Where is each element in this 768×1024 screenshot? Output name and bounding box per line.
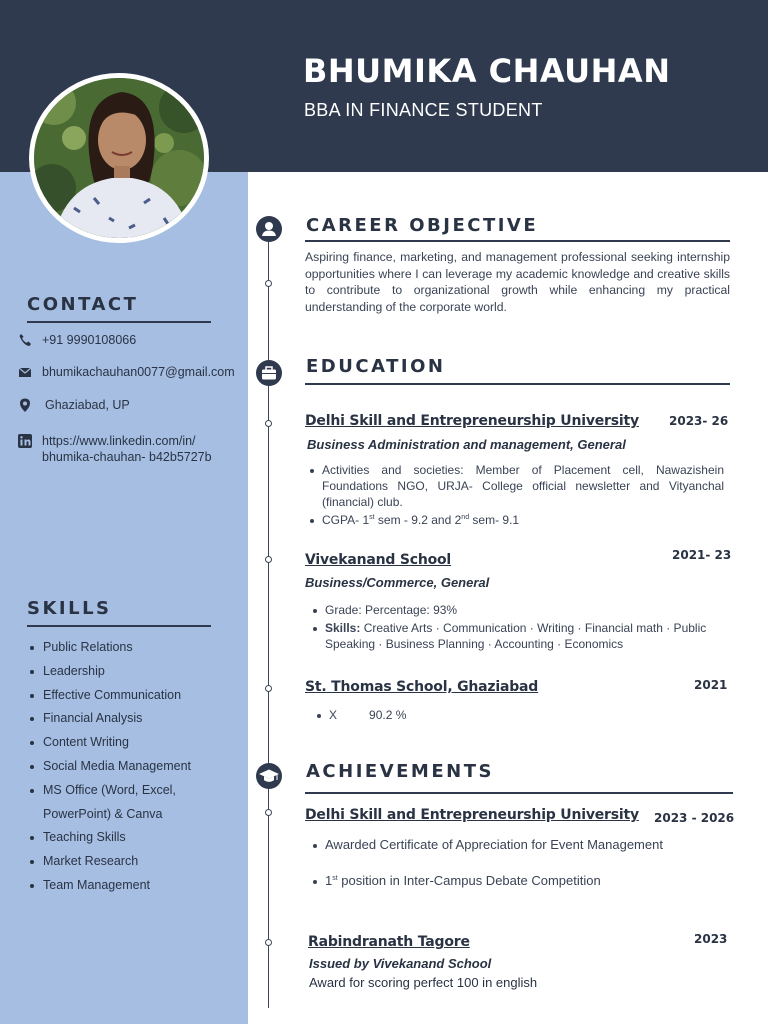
user-icon	[256, 216, 282, 242]
linkedin-icon	[18, 434, 32, 448]
education-skills: Skills: Creative Arts · Communication · Writing · Financial math · Public Speaking · Business Planning · Accounting · Economics	[308, 620, 728, 652]
skills-heading: SKILLS	[27, 598, 112, 619]
career-objective-text: Aspiring finance, marketing, and management professional seeking internship opportunities where I can leverage my academic knowledge and creative skills to contribute to organizational growth while enhancing my practical understanding of the corporate world.	[305, 250, 730, 314]
timeline-dot	[265, 939, 272, 946]
skills-divider	[27, 625, 211, 627]
achievements-heading: ACHIEVEMENTS	[306, 761, 494, 782]
education-degree: Business Administration and management, General	[307, 437, 626, 452]
education-cgpa: CGPA- 1st sem - 9.2 and 2nd sem- 9.1	[305, 512, 724, 528]
candidate-role: BBA IN FINANCE STUDENT	[304, 100, 543, 120]
education-school: St. Thomas School, Ghaziabad	[305, 679, 539, 695]
achievement-org: Delhi Skill and Entrepreneurship University	[305, 807, 639, 823]
email-icon	[18, 365, 32, 379]
phone-icon	[18, 333, 32, 347]
timeline-dot	[265, 685, 272, 692]
graduation-cap-icon	[256, 763, 282, 789]
skills-list	[30, 636, 230, 898]
education-details	[305, 462, 724, 528]
career-divider	[305, 240, 730, 242]
achievement-issuer: Issued by Vivekanand School	[309, 956, 492, 971]
achievement-dates: 2023	[694, 932, 728, 946]
education-dates: 2021	[694, 678, 728, 692]
profile-photo	[29, 73, 209, 243]
education-grade: Grade: Percentage: 93%	[308, 602, 728, 618]
contact-divider	[27, 321, 211, 323]
timeline-dot	[265, 556, 272, 563]
achievement-details	[308, 837, 728, 889]
education-degree: Business/Commerce, General	[305, 575, 490, 590]
briefcase-icon	[256, 360, 282, 386]
achievement-org: Rabindranath Tagore	[308, 934, 470, 950]
location-text: Ghaziabad, UP	[45, 398, 130, 412]
education-school: Vivekanand School	[305, 552, 452, 568]
skill-item: Teaching Skills	[30, 826, 230, 850]
skill-item: Effective Communication	[30, 684, 230, 708]
timeline-dot	[265, 420, 272, 427]
education-heading: EDUCATION	[306, 356, 446, 377]
contact-heading: CONTACT	[27, 294, 139, 315]
skill-item: MS Office (Word, Excel, PowerPoint) & Canva	[30, 779, 230, 827]
timeline-dot	[265, 280, 272, 287]
career-objective-heading: CAREER OBJECTIVE	[306, 215, 539, 236]
location-pin-icon	[18, 398, 32, 412]
education-activities: Activities and societies: Member of Placement cell, Nawazishein Foundations NGO, URJA- College official newsletter and Vityanchal (financial) club.	[305, 462, 724, 510]
skill-item: Content Writing	[30, 731, 230, 755]
phone-number[interactable]: +91 9990108066	[42, 333, 137, 347]
skill-item: Social Media Management	[30, 755, 230, 779]
education-score: X 90.2 %	[312, 707, 512, 723]
education-divider	[305, 383, 730, 385]
education-details	[312, 707, 512, 723]
skill-item: Team Management	[30, 874, 230, 898]
achievement-item: Awarded Certificate of Appreciation for Event Management	[308, 837, 728, 853]
linkedin-url[interactable]: https://www.linkedin.com/in/ bhumika-chauhan- b42b5727b	[42, 434, 212, 464]
education-school: Delhi Skill and Entrepreneurship University	[305, 413, 639, 429]
email-address[interactable]: bhumikachauhan0077@gmail.com	[42, 365, 235, 379]
skill-item: Public Relations	[30, 636, 230, 660]
timeline-line	[268, 228, 269, 1008]
skill-item: Market Research	[30, 850, 230, 874]
achievement-description: Award for scoring perfect 100 in english	[309, 975, 538, 990]
candidate-name: BHUMIKA CHAUHAN	[303, 52, 671, 90]
skill-item: Financial Analysis	[30, 707, 230, 731]
achievements-divider	[305, 792, 733, 794]
education-dates: 2021- 23	[672, 548, 732, 562]
achievement-dates: 2023 - 2026	[654, 811, 735, 825]
timeline-dot	[265, 809, 272, 816]
education-dates: 2023- 26	[669, 414, 729, 428]
achievement-item: 1st position in Inter-Campus Debate Competition	[308, 873, 728, 889]
skill-item: Leadership	[30, 660, 230, 684]
education-details	[308, 602, 728, 652]
